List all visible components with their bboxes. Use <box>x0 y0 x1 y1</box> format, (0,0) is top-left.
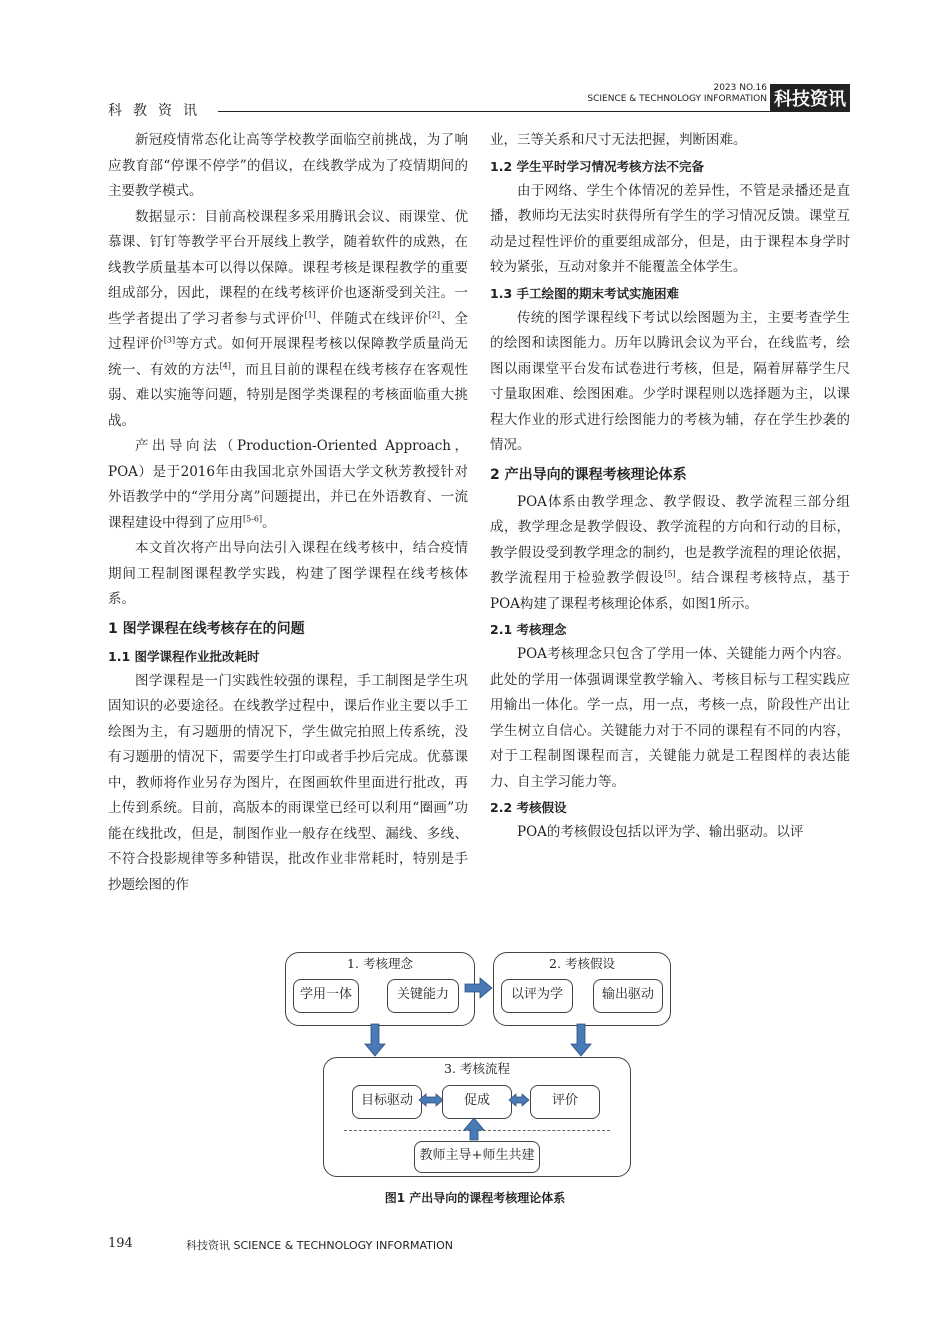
subsection-heading: 2.1 考核理念 <box>490 622 567 637</box>
double-arrow-icon <box>509 1094 529 1106</box>
right-column <box>490 128 850 846</box>
footer-journal: 科技资讯 SCIENCE & TECHNOLOGY INFORMATION <box>186 1239 453 1252</box>
section-heading: 1 图学课程在线考核存在的问题 <box>108 620 305 637</box>
box-title: 2. 考核假设 <box>549 956 615 971</box>
citation: [2] <box>428 310 440 319</box>
arrow-down-icon <box>571 1024 591 1056</box>
paragraph: 产出导向法（Production-Oriented Approach，POA）是于2016年由我国北京外国语大学文秋芳教授针对外语教学中的“学用分离”问题提出，并已在外语教育、一流课程建设中得到了应用[5-6]。 <box>108 438 468 531</box>
figure-arrows <box>282 950 682 1180</box>
paragraph: 传统的图学课程线下考试以绘图题为主，主要考查学生的绘图和读图能力。历年以腾讯会议为平台，在线监考，绘图以雨课堂平台发布试卷进行考核，但是，隔着屏幕学生尺寸量取困难、绘图困难。少学时课程则以选择题为主，以课程大作业的形式进行绘图能力的考核为辅，存在学生抄袭的情况。 <box>490 309 850 453</box>
paragraph: 数据显示：目前高校课程多采用腾讯会议、雨课堂、优慕课、钉钉等教学平台开展线上教学，随着软件的成熟，在线教学质量基本可以得以保障。课程考核是课程教学的重要组成部分，因此，课程的在线考核评价也逐渐受到关注。一些学者提出了学习者参与式评价[1]、伴随式在线评价[2]、全过程评价[3]等方式。如何开展课程考核以保障教学质量尚无统一、有效的方法[4]，而且目前的课程在线考核存在客观性弱、难以实施等问题，特别是图学类课程的考核面临重大挑战。 <box>108 208 469 429</box>
box-title: 3. 考核流程 <box>444 1061 510 1076</box>
subsection-heading: 1.2 学生平时学习情况考核方法不完备 <box>490 158 704 174</box>
node-facilitation: 促成 <box>442 1085 512 1119</box>
citation: [3] <box>163 335 176 345</box>
node-output-driven: 输出驱动 <box>593 979 663 1013</box>
subsection-heading: 1.1 图学课程作业批改耗时 <box>108 648 260 664</box>
citation: [5] <box>664 569 676 579</box>
page-number: 194 <box>108 1236 133 1251</box>
header-meta <box>587 83 767 105</box>
node-key-ability: 关键能力 <box>387 979 459 1013</box>
paragraph: POA的考核假设包括以评为学、输出驱动。以评 <box>517 824 804 840</box>
node-evaluation: 评价 <box>530 1085 600 1119</box>
arrow-down-icon <box>365 1024 385 1056</box>
paragraph: POA考核理念只包含了学用一体、关键能力两个内容。此处的学用一体强调课堂教学输入、考核目标与工程实践应用输出一体化。学一点，用一点，考核一点，阶段性产出让学生树立自信心。关键能力对于不同的课程有不同的内容，对于工程制图课程而言，关键能力就是工程图样的表达能力、自主学习能力等。 <box>490 646 850 790</box>
figure-caption: 图1 产出导向的课程考核理论体系 <box>384 1191 566 1205</box>
subsection-heading: 2.2 考核假设 <box>490 800 567 815</box>
paragraph: 由于网络、学生个体情况的差异性，不管是录播还是直播，教师均无法实时获得所有学生的学习情况反馈。课堂互动是过程性评价的重要组成部分，但是，由于课程本身学时较为紧张，互动对象并不能覆盖全体学生。 <box>490 182 850 275</box>
node-evaluate-learn: 以评为学 <box>501 979 573 1013</box>
citation: [5-6] <box>243 514 263 523</box>
left-column <box>108 128 468 898</box>
arrow-right-icon <box>465 978 492 998</box>
paragraph: 新冠疫情常态化让高等学校教学面临空前挑战，为了响应教育部“停课不停学”的倡议，在线教学成为了疫情期间的主要教学模式。 <box>108 132 468 199</box>
node-teacher-led: 教师主导+师生共建 <box>414 1141 540 1173</box>
box-title: 1. 考核理念 <box>347 956 413 971</box>
citation: [1] <box>304 310 316 319</box>
year-issue: 2023 NO.16 <box>713 83 767 93</box>
paragraph: 本文首次将产出导向法引入课程在线考核中，结合疫情期间工程制图课程教学实践，构建了图学课程在线考核体系。 <box>108 540 468 607</box>
arrow-up-icon <box>464 1118 484 1140</box>
figure-poa-diagram <box>282 950 682 1180</box>
running-header-title: 科教资讯 <box>108 103 208 119</box>
header-rule <box>218 111 850 112</box>
subsection-heading: 1.3 手工绘图的期末考试实施困难 <box>490 285 679 301</box>
journal-en: SCIENCE & TECHNOLOGY INFORMATION <box>587 94 767 104</box>
section-heading: 2 产出导向的课程考核理论体系 <box>490 466 687 483</box>
paragraph: 图学课程是一门实践性较强的课程，手工制图是学生巩固知识的必要途径。在线教学过程中，课后作业主要以手工绘图为主，有习题册的情况下，学生做完拍照上传系统，没有习题册的情况下，需要学生打印或者手抄后完成。优慕课中，教师将作业另存为图片，在图画软件里面进行批改，再上传到系统。目前，高版本的雨课堂已经可以利用“圈画”功能在线批改，但是，制图作业一般存在线型、漏线、多线、不符合投影规律等多种错误，批改作业非常耗时，特别是手抄题绘图的作 <box>108 672 468 893</box>
paragraph: POA体系由教学理念、教学假设、教学流程三部分组成，教学理念是教学假设、教学流程的方向和行动的目标，教学假设受到教学理念的制约，也是教学流程的理论依据，教学流程用于检验教学假设[5]。结合课程考核特点，基于POA构建了课程考核理论体系，如图1所示。 <box>490 493 850 612</box>
paragraph: 业，三等关系和尺寸无法把握，判断困难。 <box>490 132 747 148</box>
node-goal-driven: 目标驱动 <box>352 1085 422 1119</box>
double-arrow-icon <box>419 1094 443 1106</box>
node-learn-use: 学用一体 <box>293 979 359 1013</box>
journal-brand: 科技资讯 <box>770 84 850 112</box>
citation: [4] <box>219 361 231 370</box>
